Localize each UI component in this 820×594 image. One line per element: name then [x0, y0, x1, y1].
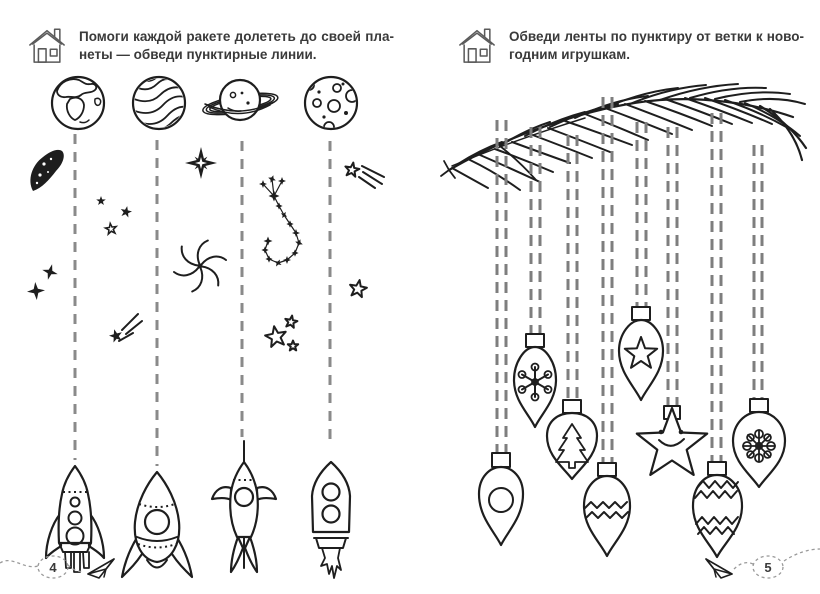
small-black-stars — [96, 196, 132, 236]
paper-plane-icon — [706, 559, 732, 578]
ornament-circle-icon — [479, 453, 523, 545]
left-footer — [0, 556, 114, 578]
four-point-stars — [27, 264, 58, 300]
instruction-right-line2: годним игрушкам. — [509, 46, 631, 62]
spiral-galaxy-icon — [174, 239, 226, 293]
instruction-left-line2: неты — обведи пунктирные линии. — [79, 46, 317, 62]
comet-icon — [30, 150, 63, 191]
right-footer — [706, 549, 820, 578]
rocket-4-icon — [312, 462, 350, 578]
shooting-star-2-icon — [109, 314, 142, 343]
star-cluster-icon — [265, 316, 298, 351]
sparkle-star-icon — [185, 147, 217, 179]
ornament-tree-icon — [547, 400, 597, 479]
trace-lines[interactable] — [75, 134, 330, 466]
ornament-snowflake-icon — [514, 334, 556, 427]
rocket-3-icon — [212, 441, 276, 572]
ornament-star-icon — [619, 307, 663, 400]
ornament-zigzag-icon — [584, 463, 630, 556]
constellation-icon — [259, 175, 303, 266]
rocket-2-icon — [122, 472, 192, 577]
paper-plane-icon — [88, 559, 114, 578]
instruction-left-line1: Помоги каждой ракете долететь до своей пла- — [79, 29, 394, 44]
planet-saturn-icon — [201, 80, 279, 120]
ornament-fancy-snowflake-icon — [733, 399, 785, 487]
page-number-right: 5 — [764, 560, 772, 575]
planet-earth-icon — [52, 77, 104, 129]
shooting-star-icon — [345, 163, 384, 188]
planet-moon-icon — [304, 77, 358, 132]
ornament-zigzag-bands-icon — [693, 462, 742, 557]
page-number-left: 4 — [49, 560, 57, 575]
instruction-right-line1: Обведи ленты по пунктиру от ветки к ново- — [509, 29, 804, 44]
planet-striped-icon — [133, 77, 187, 131]
outline-star-icon — [350, 280, 367, 297]
ornament-star-face-icon — [637, 406, 707, 475]
